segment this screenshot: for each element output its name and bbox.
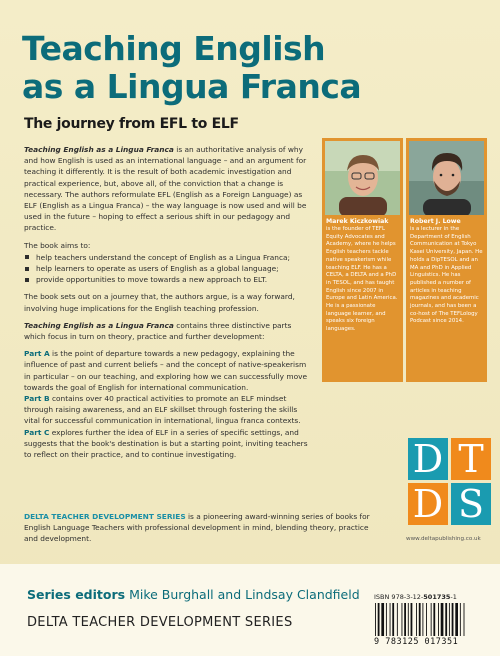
author-name: Robert J. Lowe	[410, 218, 461, 225]
series-blurb	[24, 511, 374, 545]
aim-item: help teachers understand the concept of English as a Lingua Franca;	[24, 252, 314, 263]
blurb-text	[24, 144, 314, 466]
part-a-text: is the point of departure towards a new pedagogy, explaining the influence of past and current beliefs – and the concept of native-speakerism in particular – on our teaching, and exploring how we can successfully move towards the goal of English for international communication.	[24, 349, 308, 392]
part-c-text: explores further the idea of ELF in a series of specific settings, and suggests that the book's destination is but a starting point, inviting teachers to reflect on their practice, and to continue investigating.	[24, 427, 308, 460]
author-bio: is a lecturer in the Department of English Communication at Tokyo Kasei University, Japan. He holds a DipTESOL and an MA and PhD in Applied Linguistics. He has published a number of articles in teaching magazines and academic journals, and has been a co-host of The TEFLology Podcast since 2014.	[410, 226, 483, 325]
series-editors	[27, 587, 360, 602]
author-photo	[325, 141, 400, 215]
aims-list	[24, 252, 314, 286]
author-photo-image	[325, 141, 400, 215]
part-c-paragraph	[24, 427, 314, 461]
book-title	[22, 30, 361, 106]
isbn-bold: 501735	[423, 593, 451, 601]
series-editors-names: Mike Burghall and Lindsay Clandfield	[129, 587, 360, 602]
logo-tile: D	[408, 483, 448, 525]
parts-intro-text: contains three distinctive parts which focus in turn on theory, practice and further development:	[24, 320, 292, 342]
intro-paragraph	[24, 144, 314, 234]
aims-intro: The book aims to:	[24, 240, 91, 250]
isbn-suffix: -1	[450, 593, 457, 601]
authors-panel	[322, 138, 489, 382]
isbn-prefix: ISBN 978-3-12-	[374, 593, 424, 601]
intro-text: is an authoritative analysis of why and how English is used as an international language – and an argument for teaching it differently. It is the result of both academic investigation and practical experience, but, above all, of the conviction that a change is necessary. The authors reformulate EFL (English as a Foreign Language) as ELF (English as a Lingua Franca) – the way language is now used and will be used in the future – hoping to effect a serious shift in our pedagogy and practice.	[24, 145, 307, 233]
author-card	[322, 138, 403, 382]
intro-lead: Teaching English as a Lingua Franca	[24, 145, 174, 154]
series-editors-label: Series editors	[27, 587, 126, 602]
part-a-label: Part A	[24, 349, 50, 359]
aim-item: provide opportunities to move towards a new approach to ELT.	[24, 274, 314, 285]
series-blurb-text: is a pioneering award-winning series of books for English Language Teachers with professional development in mind, blending theory, practice and development.	[24, 512, 370, 544]
series-name: DELTA TEACHER DEVELOPMENT SERIES	[27, 615, 293, 630]
isbn	[374, 593, 457, 601]
author-card	[406, 138, 487, 382]
series-blurb-name: DELTA TEACHER DEVELOPMENT SERIES	[24, 512, 186, 521]
parts-intro-lead: Teaching English as a Lingua Franca	[24, 320, 174, 330]
author-photo	[409, 141, 484, 215]
author-photo-image	[409, 141, 484, 215]
author-name: Marek Kiczkowiak	[326, 218, 389, 225]
author-bio: is the founder of TEFL Equity Advocates and Academy, where he helps English teachers tackle native speakerism while teaching ELF. He has a CELTA, a DELTA and a PhD in TESOL, and has taught English since 2007 in Europe and Latin America. He is a passionate language learner, and speaks six foreign languages.	[326, 226, 398, 333]
part-c-label: Part C	[24, 427, 50, 437]
logo-tile: T	[451, 438, 491, 480]
part-b-text: contains over 40 practical activities to promote an ELF mindset through raising awareness, and an ELF skillset through fostering the skills vital for successful communication in international, lingua franca contexts.	[24, 394, 301, 426]
parts-intro	[24, 320, 314, 342]
barcode-number: 9 783125 017351	[374, 637, 459, 647]
part-b-label: Part B	[24, 394, 50, 404]
journey-paragraph: The book sets out on a journey that, the authors argue, is a way forward, involving huge implications for the English teaching profession.	[24, 292, 295, 313]
dtds-logo	[408, 438, 494, 528]
publisher-website: www.deltapublishing.co.uk	[406, 536, 481, 542]
book-subtitle: The journey from EFL to ELF	[24, 116, 239, 132]
title-line-2: as a Lingua Franca	[22, 67, 362, 106]
logo-tile: S	[451, 483, 491, 525]
part-b-paragraph	[24, 393, 314, 427]
title-line-1: Teaching English	[22, 29, 326, 68]
logo-tile: D	[408, 438, 448, 480]
barcode-icon	[374, 603, 486, 636]
aim-item: help learners to operate as users of English as a global language;	[24, 263, 314, 274]
part-a-paragraph	[24, 348, 314, 393]
